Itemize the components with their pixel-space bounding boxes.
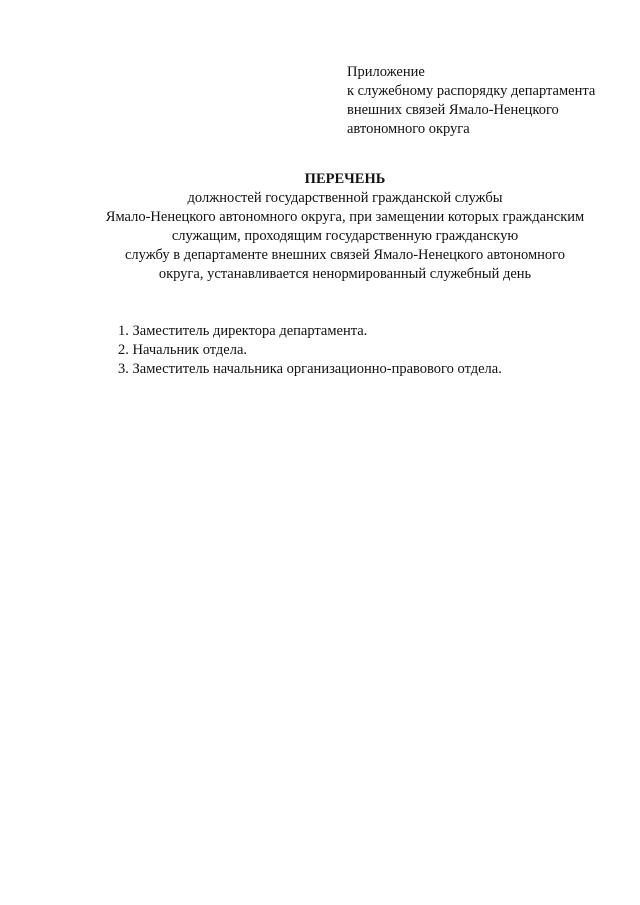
heading-line: должностей государственной гражданской службы [187,190,503,206]
heading-line: Ямало-Ненецкого автономного округа, при замещении которых гражданским [105,209,585,225]
appendix-line: Приложение [347,64,425,80]
list-item: 1. Заместитель директора департамента. [118,323,368,339]
document-title: ПЕРЕЧЕНЬ [304,171,386,187]
appendix-line: автономного округа [347,121,470,137]
list-item: 3. Заместитель начальника организационно-правового отдела. [118,361,502,377]
list-item: 2. Начальник отдела. [118,342,248,358]
appendix-block [347,63,632,139]
heading-line: службу в департаменте внешних связей Ямало-Ненецкого автономного [124,247,565,263]
heading-line: округа, устанавливается ненормированный служебный день [158,266,532,282]
appendix-line: внешних связей Ямало-Ненецкого [347,102,559,118]
document-heading [70,170,620,284]
positions-list [118,322,618,379]
heading-line: служащим, проходящим государственную гражданскую [171,228,519,244]
appendix-line: к служебному распорядку департамента [347,83,596,99]
